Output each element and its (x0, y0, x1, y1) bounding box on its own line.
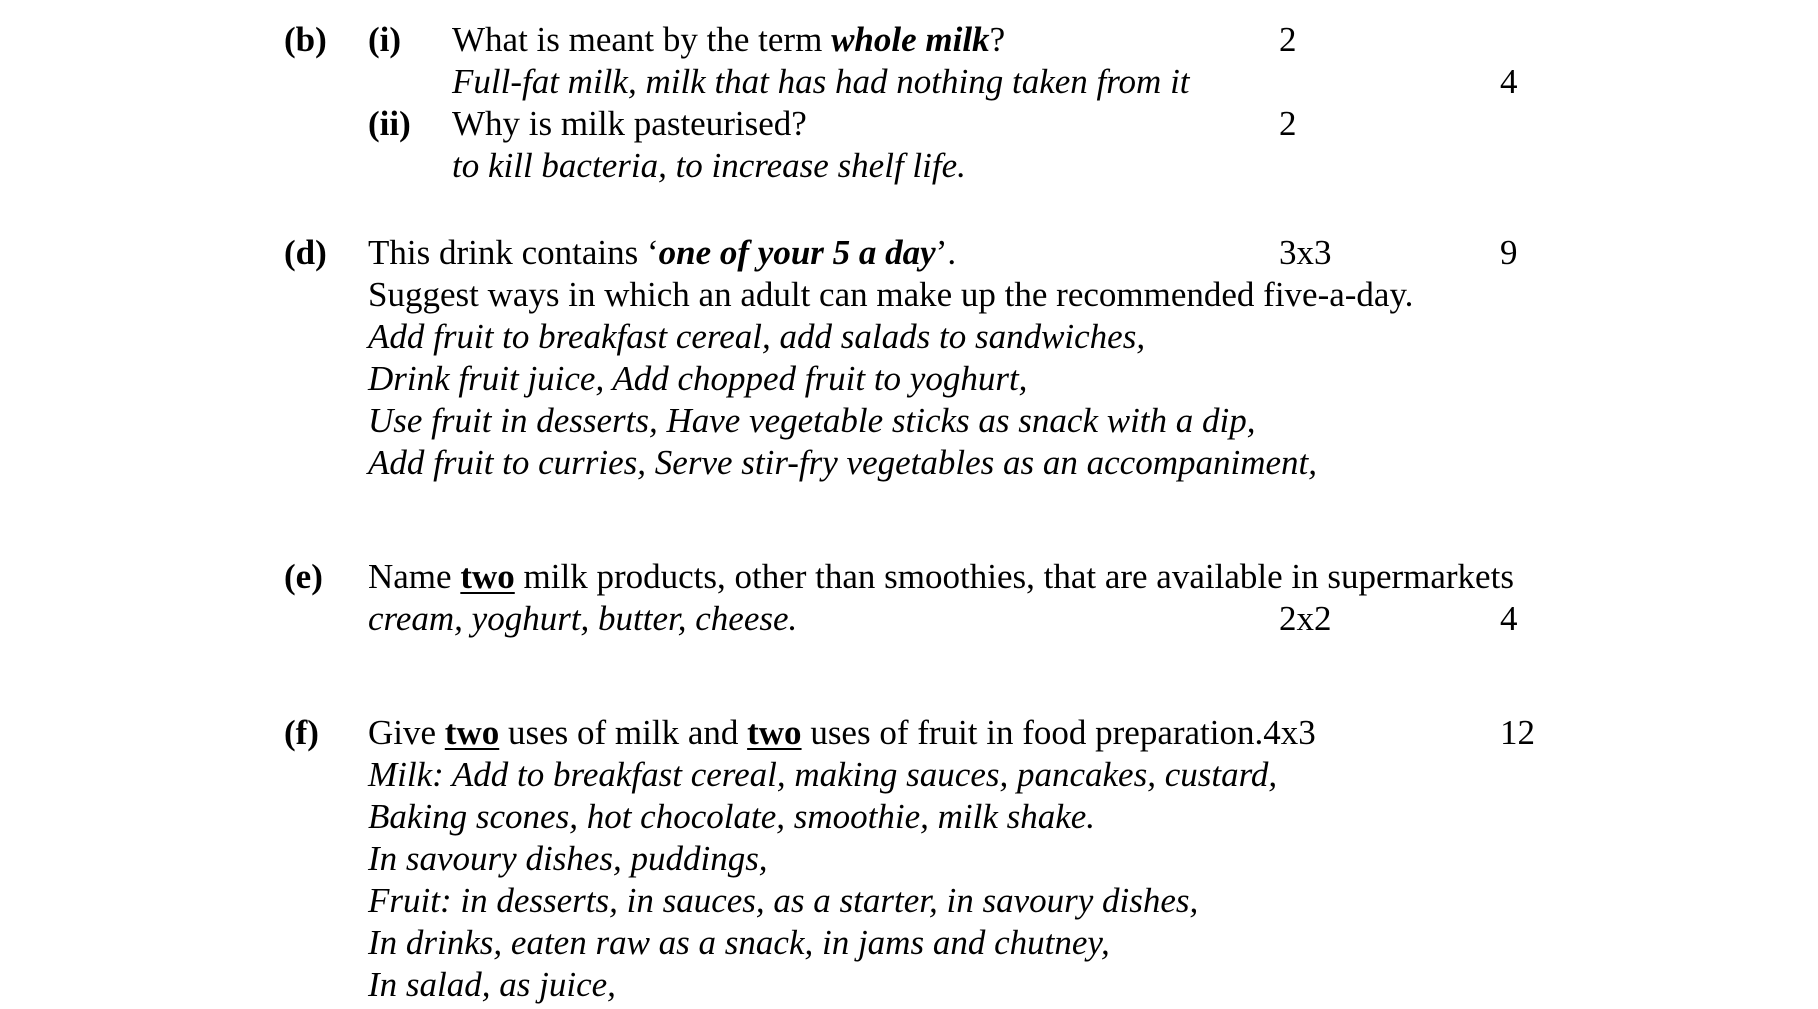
part-e-answer: cream, yoghurt, butter, cheese. (368, 599, 798, 638)
part-f-answer-line: In drinks, eaten raw as a snack, in jams and chutney, (368, 923, 1110, 962)
part-d-answer-line: Drink fruit juice, Add chopped fruit to yoghurt, (368, 359, 1028, 398)
part-b-i-label: (i) (368, 20, 402, 59)
part-b-ii-marks: 2 (1279, 104, 1297, 143)
part-f-question: Give two uses of milk and two uses of fruit in food preparation.4x3 (368, 713, 1316, 752)
part-d-answer-line: Add fruit to breakfast cereal, add salads to sandwiches, (368, 317, 1146, 356)
part-e-marks: 2x2 (1279, 599, 1332, 638)
part-e-total: 4 (1500, 599, 1518, 638)
part-d-label: (d) (284, 233, 327, 272)
part-b-total: 4 (1500, 62, 1518, 101)
part-b-i-marks: 2 (1279, 20, 1297, 59)
part-f-label: (f) (284, 713, 319, 752)
part-b-ii-answer: to kill bacteria, to increase shelf life. (452, 146, 966, 185)
part-f-marks: 4x3 (1263, 713, 1316, 752)
part-e-label: (e) (284, 557, 323, 596)
part-d-answer-line: Add fruit to curries, Serve stir-fry vegetables as an accompaniment, (368, 443, 1317, 482)
part-b-ii-question: Why is milk pasteurised? (452, 104, 807, 143)
part-b-ii-label: (ii) (368, 104, 411, 143)
part-d-answer-line: Use fruit in desserts, Have vegetable sticks as snack with a dip, (368, 401, 1256, 440)
part-d-total: 9 (1500, 233, 1518, 272)
part-b-label: (b) (284, 20, 327, 59)
part-f-answer-line: Fruit: in desserts, in sauces, as a starter, in savoury dishes, (368, 881, 1199, 920)
part-e-question: Name two milk products, other than smoothies, that are available in supermarkets (368, 557, 1514, 596)
part-d-question: This drink contains ‘one of your 5 a day’. (368, 233, 957, 272)
part-f-answer-line: Baking scones, hot chocolate, smoothie, milk shake. (368, 797, 1096, 836)
part-b-i-question: What is meant by the term whole milk? (452, 20, 1006, 59)
part-f-answer-line: In salad, as juice, (368, 965, 616, 1004)
part-d-question-2: Suggest ways in which an adult can make up the recommended five-a-day. (368, 275, 1414, 314)
part-d-marks: 3x3 (1279, 233, 1332, 272)
part-f-total: 12 (1500, 713, 1535, 752)
part-b-i-answer: Full-fat milk, milk that has had nothing taken from it (452, 62, 1190, 101)
part-f-answer-line: Milk: Add to breakfast cereal, making sauces, pancakes, custard, (368, 755, 1278, 794)
part-f-answer-line: In savoury dishes, puddings, (368, 839, 768, 878)
